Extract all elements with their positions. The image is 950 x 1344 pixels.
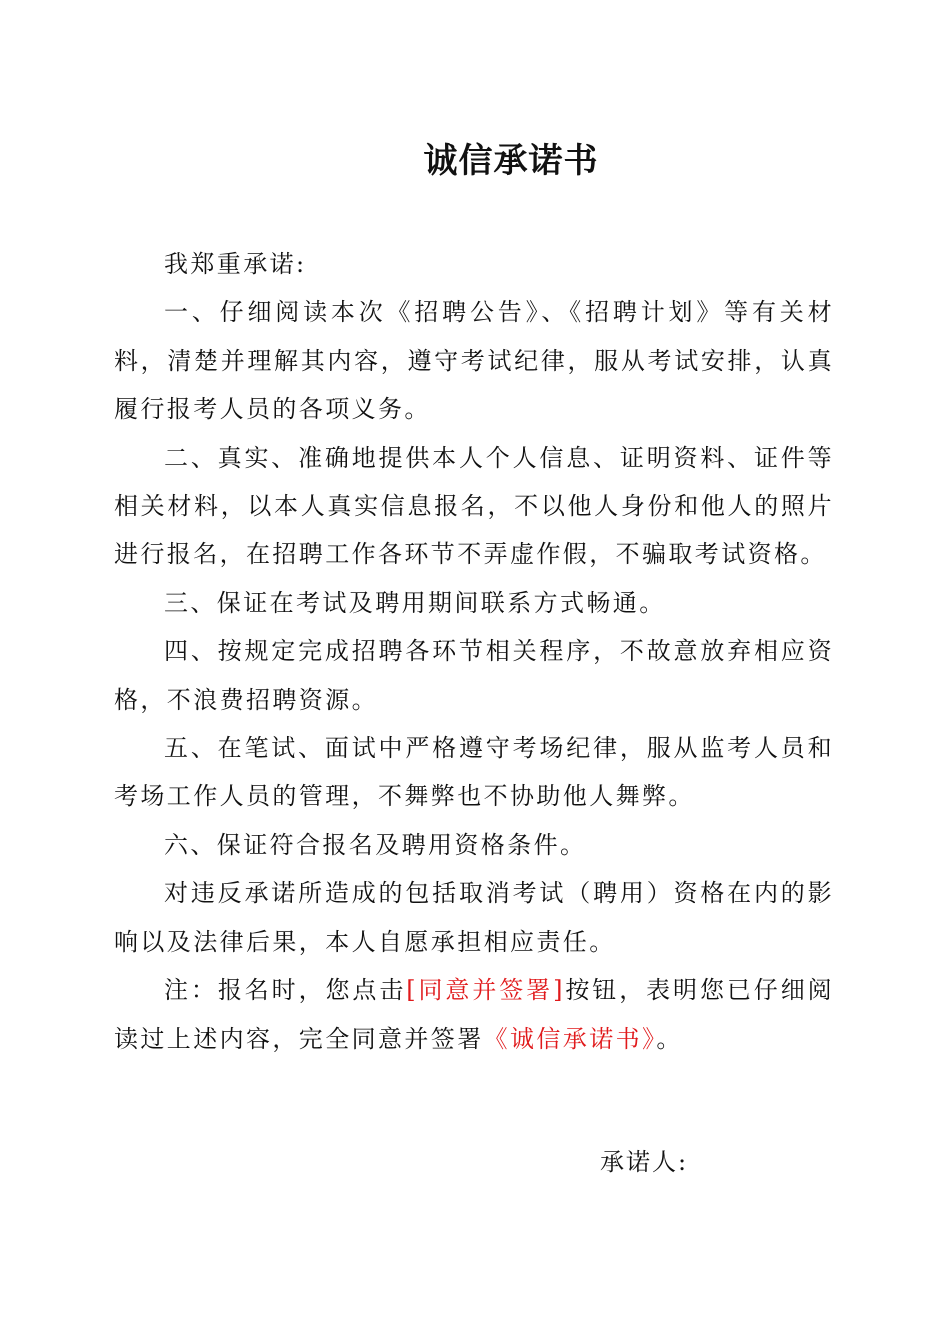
pledge-item-6: 六、保证符合报名及聘用资格条件。 <box>164 830 587 859</box>
consequence-paragraph: 对违反承诺所造成的包括取消考试（聘用）资格在内的影响以及法律后果，本人自愿承担相应责任。 <box>114 879 834 956</box>
pledge-item-5: 五、在笔试、面试中严格遵守考场纪律，服从监考人员和考场工作人员的管理，不舞弊也不协助他人舞弊。 <box>114 734 834 811</box>
pledge-item-3: 三、保证在考试及聘用期间联系方式畅通。 <box>164 588 666 617</box>
note-suffix: 。 <box>656 1024 683 1053</box>
pledge-document-reference: 《诚信承诺书》 <box>483 1024 657 1053</box>
note-paragraph <box>114 966 834 1063</box>
pledge-item-4: 四、按规定完成招聘各环节相关程序，不故意放弃相应资格，不浪费招聘资源。 <box>114 637 834 714</box>
document-title: 诚信承诺书 <box>423 141 599 181</box>
note-middle: 按钮，表明您已仔细阅读过上述内容，完全同意并签署 <box>114 976 835 1053</box>
note-prefix: 注：报名时，您点击 <box>164 976 407 1005</box>
document-body <box>114 240 834 1063</box>
pledge-item-2: 二、真实、准确地提供本人个人信息、证明资料、证件等相关材料，以本人真实信息报名，不以他人身份和他人的照片进行报名，在招聘工作各环节不弄虚作假，不骗取考试资格。 <box>114 443 834 569</box>
signer-label: 承诺人: <box>600 1148 689 1176</box>
intro-paragraph: 我郑重承诺: <box>164 250 307 278</box>
pledge-item-1: 一、仔细阅读本次《招聘公告》、《招聘计划》等有关材料，清楚并理解其内容，遵守考试纪律，服从考试安排，认真履行报考人员的各项义务。 <box>114 298 834 424</box>
agree-sign-button-reference: [同意并签署] <box>406 976 565 1005</box>
